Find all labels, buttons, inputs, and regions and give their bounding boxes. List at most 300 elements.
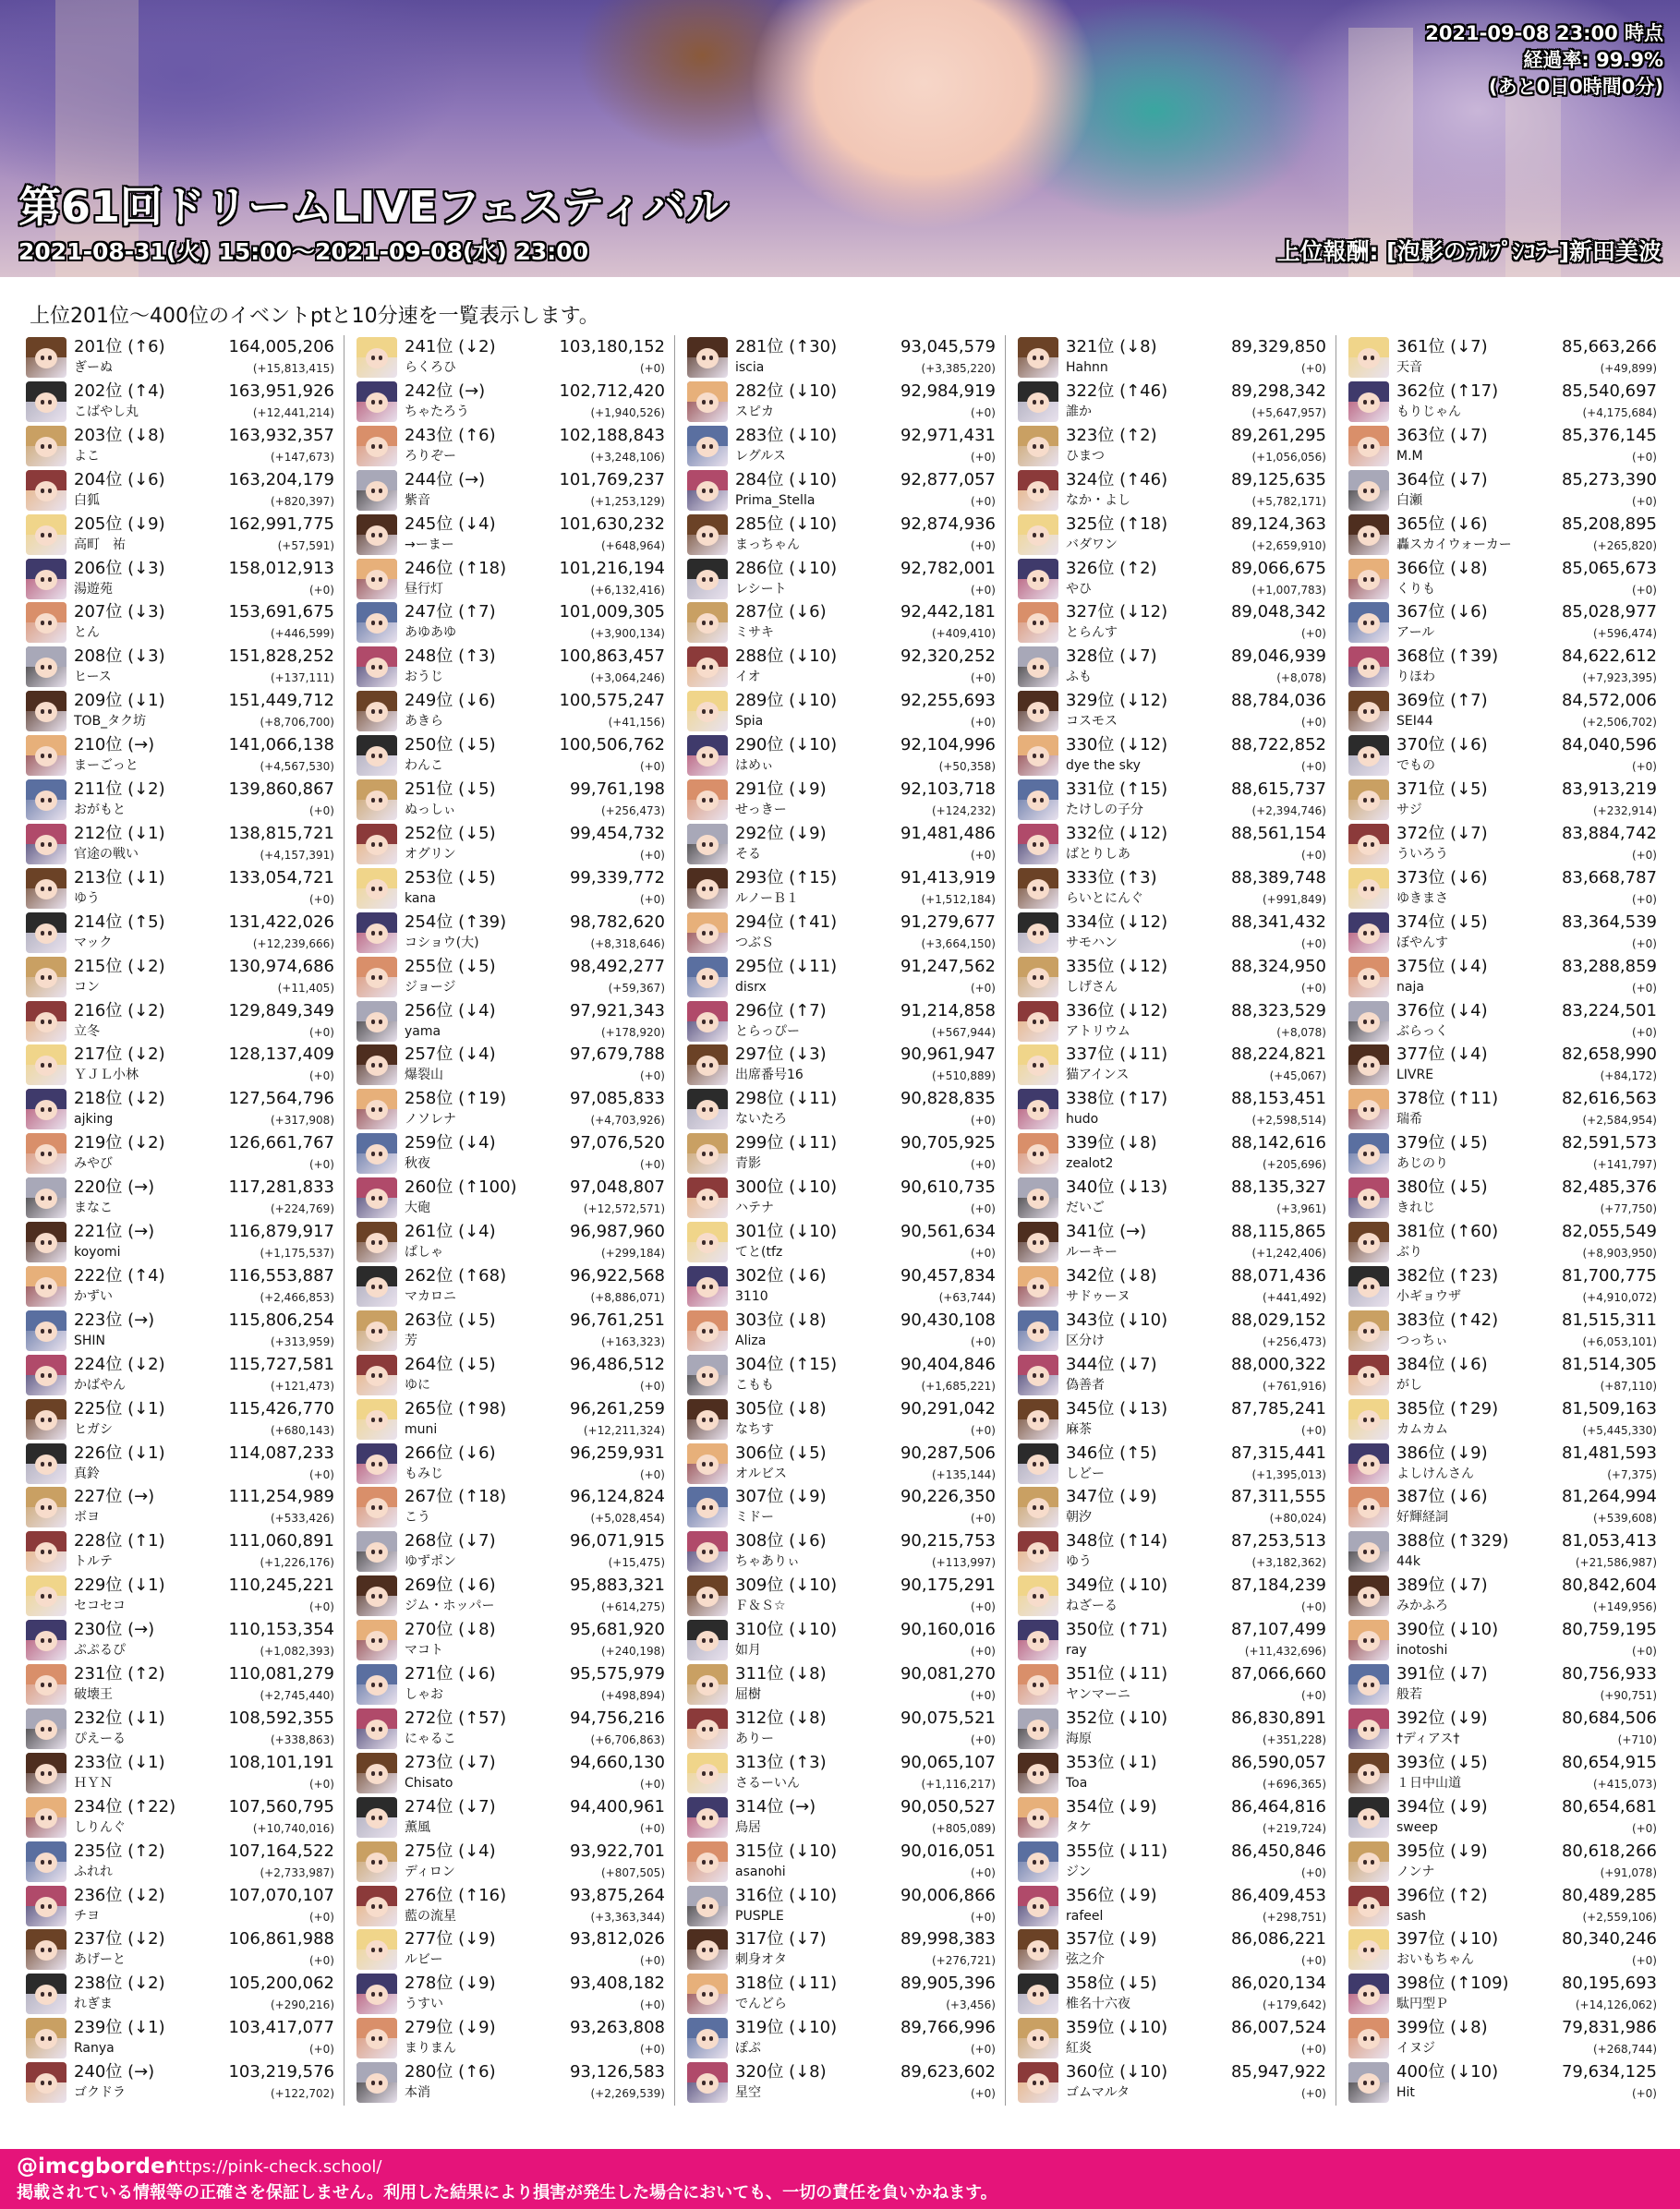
event-points: 141,066,138: [228, 735, 334, 755]
rank-label: 341位 (→): [1066, 1222, 1147, 1241]
player-name: TOB_タク坊: [74, 714, 147, 730]
rank-label: 217位 (↓2): [74, 1044, 165, 1065]
ten-min-speed: (+0): [1300, 1954, 1326, 1968]
ten-min-speed: (+268,744): [1592, 2043, 1657, 2057]
player-name: ひまつ: [1066, 448, 1105, 464]
list-item: [683, 557, 996, 601]
avatar: [1018, 602, 1058, 643]
avatar: [26, 337, 66, 378]
event-points: 89,124,363: [1230, 513, 1326, 534]
ten-min-speed: (+0): [970, 494, 996, 508]
rank-label: 258位 (↑19): [405, 1089, 507, 1109]
player-name: コン: [74, 979, 100, 995]
avatar: [1348, 735, 1389, 776]
list-item: [1014, 1618, 1326, 1662]
event-points: 81,264,994: [1561, 1487, 1657, 1507]
player-name: Ranya: [74, 2041, 115, 2057]
avatar: [26, 779, 66, 820]
list-item: [1345, 866, 1657, 911]
ten-min-speed: (+4,910,072): [1582, 1290, 1657, 1304]
ten-min-speed: (+21,586,987): [1575, 1556, 1657, 1570]
rank-label: 301位 (↓10): [735, 1222, 838, 1241]
ten-min-speed: (+45,067): [1269, 1069, 1326, 1083]
player-name: 白狐: [74, 492, 100, 508]
event-points: 111,254,989: [228, 1487, 334, 1507]
list-item: [683, 600, 996, 645]
event-points: 110,081,279: [228, 1664, 334, 1684]
list-item: [683, 1309, 996, 1353]
player-name: naja: [1396, 979, 1424, 995]
ten-min-speed: (+415,073): [1592, 1777, 1657, 1791]
ten-min-speed: (+0): [1300, 362, 1326, 375]
event-points: 90,705,925: [900, 1133, 996, 1153]
avatar: [26, 1310, 66, 1351]
event-points: 84,040,596: [1561, 735, 1657, 755]
player-name: はめぃ: [735, 758, 774, 774]
avatar: [1348, 1974, 1389, 2014]
player-name: 藍の流星: [405, 1908, 456, 1924]
avatar: [357, 1177, 397, 1218]
list-item: [22, 380, 334, 424]
player-name: てと(tfz: [735, 1245, 783, 1260]
ten-min-speed: (+0): [308, 892, 334, 906]
ten-min-speed: (+4,703,926): [590, 1114, 665, 1128]
list-item: [22, 557, 334, 601]
avatar: [1018, 1886, 1058, 1926]
avatar: [687, 1399, 728, 1440]
event-points: 163,204,179: [228, 469, 334, 489]
event-points: 92,442,181: [900, 602, 996, 622]
list-item: [353, 955, 665, 999]
ten-min-speed: (+0): [308, 804, 334, 817]
player-name: ふれれ: [74, 1864, 113, 1879]
avatar: [687, 912, 728, 953]
event-points: 92,782,001: [900, 558, 996, 578]
avatar: [687, 1222, 728, 1262]
list-item: [1345, 1442, 1657, 1486]
event-points: 89,261,295: [1230, 425, 1326, 445]
ten-min-speed: (+3,248,106): [590, 450, 665, 464]
event-points: 99,339,772: [569, 867, 665, 887]
event-points: 90,291,042: [900, 1398, 996, 1418]
ten-min-speed: (+124,232): [931, 804, 996, 817]
site-link[interactable]: https://pink-check.school/: [168, 2157, 382, 2177]
ten-min-speed: (+59,367): [608, 981, 665, 995]
event-points: 96,259,931: [569, 1442, 665, 1463]
list-item: [22, 1087, 334, 1131]
avatar: [357, 1664, 397, 1705]
rank-label: 382位 (↑23): [1396, 1265, 1499, 1286]
player-name: 昼行灯: [405, 581, 443, 597]
ten-min-speed: (+498,894): [600, 1689, 665, 1702]
rank-label: 274位 (↓7): [405, 1796, 496, 1817]
list-item: [683, 1397, 996, 1442]
list-item: [683, 1442, 996, 1486]
event-points: 89,048,342: [1230, 602, 1326, 622]
list-item: [353, 1043, 665, 1087]
event-points: 96,922,568: [569, 1265, 665, 1286]
avatar: [357, 1001, 397, 1042]
ten-min-speed: (+63,744): [938, 1290, 996, 1304]
avatar: [1018, 514, 1058, 555]
player-name: ヒース: [74, 670, 112, 685]
list-item: [1014, 1087, 1326, 1131]
ten-min-speed: (+5,028,454): [590, 1512, 665, 1526]
avatar: [1018, 1664, 1058, 1705]
player-name: rafeel: [1066, 1908, 1104, 1924]
player-name: 海原: [1066, 1731, 1092, 1746]
player-name: ボヨ: [74, 1510, 100, 1526]
list-item: [1345, 999, 1657, 1044]
event-points: 90,287,506: [900, 1442, 996, 1463]
ten-min-speed: (+0): [970, 1689, 996, 1702]
rank-label: 333位 (↑3): [1066, 867, 1157, 887]
event-points: 90,828,835: [900, 1089, 996, 1109]
ten-min-speed: (+0): [639, 1998, 665, 2012]
event-points: 116,879,917: [228, 1222, 334, 1241]
avatar: [1018, 2018, 1058, 2058]
event-points: 87,107,499: [1230, 1620, 1326, 1640]
rank-label: 269位 (↓6): [405, 1575, 496, 1596]
player-name: ajking: [74, 1112, 114, 1128]
rank-label: 222位 (↑4): [74, 1265, 165, 1286]
player-name: おがもと: [74, 803, 126, 817]
list-item: [683, 999, 996, 1044]
event-points: 97,921,343: [569, 1000, 665, 1020]
player-name: ジン: [1066, 1864, 1092, 1879]
event-points: 99,454,732: [569, 823, 665, 843]
ten-min-speed: (+6,053,101): [1582, 1334, 1657, 1348]
ten-min-speed: (+0): [970, 848, 996, 862]
ten-min-speed: (+298,751): [1262, 1910, 1326, 1924]
rank-label: 219位 (↓2): [74, 1133, 165, 1153]
avatar: [1348, 1443, 1389, 1484]
avatar: [1348, 1044, 1389, 1085]
list-item: [683, 1485, 996, 1529]
event-points: 98,492,277: [569, 956, 665, 976]
avatar: [357, 1753, 397, 1793]
avatar: [1348, 1841, 1389, 1882]
rank-label: 293位 (↑15): [735, 867, 838, 887]
list-item: [1345, 1662, 1657, 1707]
ten-min-speed: (+11,405): [277, 981, 334, 995]
rank-label: 320位 (↓8): [735, 2062, 827, 2082]
avatar: [26, 1399, 66, 1440]
list-item: [353, 999, 665, 1044]
ten-min-speed: (+446,599): [270, 627, 334, 641]
ten-min-speed: (+0): [1300, 1865, 1326, 1879]
list-item: [1014, 866, 1326, 911]
ten-min-speed: (+0): [639, 362, 665, 375]
avatar: [357, 912, 397, 953]
player-name: かばやん: [74, 1377, 126, 1393]
list-item: [1345, 822, 1657, 866]
ten-min-speed: (+0): [639, 760, 665, 774]
event-points: 115,426,770: [228, 1398, 334, 1418]
rank-label: 221位 (→): [74, 1222, 155, 1241]
player-name: Ｆ＆Ｓ☆: [735, 1599, 786, 1614]
ten-min-speed: (+0): [970, 1114, 996, 1128]
rank-label: 253位 (↓5): [405, 867, 496, 887]
rank-label: 359位 (↓10): [1066, 2018, 1168, 2038]
event-points: 139,860,867: [228, 779, 334, 799]
list-item: [353, 911, 665, 955]
event-points: 162,991,775: [228, 513, 334, 534]
player-name: ミドー: [735, 1510, 774, 1526]
event-points: 85,947,922: [1230, 2062, 1326, 2082]
list-item: [353, 335, 665, 380]
event-points: 92,971,431: [900, 425, 996, 445]
event-points: 96,761,251: [569, 1310, 665, 1330]
ranking-grid: [22, 335, 1658, 2106]
avatar: [1348, 1708, 1389, 1749]
list-item: [1014, 468, 1326, 513]
avatar: [687, 1089, 728, 1129]
rank-label: 385位 (↑29): [1396, 1398, 1499, 1418]
event-points: 115,727,581: [228, 1354, 334, 1374]
rank-label: 364位 (↓7): [1396, 469, 1488, 489]
rank-label: 362位 (↑17): [1396, 380, 1499, 401]
player-name: マカロニ: [405, 1288, 456, 1304]
player-name: Chisato: [405, 1775, 453, 1791]
player-name: 偽善者: [1066, 1377, 1105, 1393]
avatar: [357, 2062, 397, 2103]
list-item: [22, 335, 334, 380]
avatar: [1348, 1886, 1389, 1926]
avatar: [1018, 646, 1058, 687]
ten-min-speed: (+313,959): [270, 1334, 334, 1348]
event-points: 88,389,748: [1230, 867, 1326, 887]
avatar: [357, 1575, 397, 1616]
ten-min-speed: (+0): [970, 2087, 996, 2101]
player-name: ぶり: [1396, 1245, 1422, 1260]
player-name: LIVRE: [1396, 1068, 1434, 1083]
list-item: [1345, 1353, 1657, 1397]
ten-min-speed: (+290,216): [270, 1998, 334, 2012]
ten-min-speed: (+0): [639, 1069, 665, 1083]
player-name: かずい: [74, 1288, 113, 1304]
rank-label: 367位 (↓6): [1396, 602, 1488, 622]
event-points: 90,075,521: [900, 1708, 996, 1728]
avatar: [357, 1797, 397, 1838]
rank-label: 346位 (↑5): [1066, 1442, 1157, 1463]
avatar: [26, 824, 66, 864]
player-name: よこ: [74, 448, 100, 464]
event-points: 92,984,919: [900, 380, 996, 401]
avatar: [1348, 1929, 1389, 1970]
event-points: 92,103,718: [900, 779, 996, 799]
player-name: おうじ: [405, 670, 443, 685]
list-item: [1014, 1264, 1326, 1309]
ten-min-speed: (+276,721): [931, 1954, 996, 1968]
list-item: [683, 1618, 996, 1662]
avatar: [1348, 1797, 1389, 1838]
list-item: [1014, 1442, 1326, 1486]
rank-label: 285位 (↓10): [735, 513, 838, 534]
rank-label: 234位 (↑22): [74, 1796, 176, 1817]
rank-label: 202位 (↑4): [74, 380, 165, 401]
player-name: サドゥーヌ: [1066, 1288, 1130, 1304]
ten-min-speed: (+0): [970, 1512, 996, 1526]
player-name: ディロン: [405, 1864, 455, 1879]
column-divider: [1005, 335, 1006, 2106]
rank-label: 230位 (→): [74, 1620, 155, 1640]
list-item: [22, 2060, 334, 2105]
ten-min-speed: (+163,323): [600, 1334, 665, 1348]
rank-label: 259位 (↓4): [405, 1133, 496, 1153]
rank-label: 393位 (↓5): [1396, 1752, 1488, 1772]
avatar: [687, 1886, 728, 1926]
event-points: 81,481,593: [1561, 1442, 1657, 1463]
list-item: [1014, 557, 1326, 601]
ten-min-speed: (+2,559,106): [1582, 1910, 1657, 1924]
event-points: 88,071,436: [1230, 1265, 1326, 1286]
avatar: [1348, 868, 1389, 909]
event-points: 92,320,252: [900, 646, 996, 667]
ten-min-speed: (+49,899): [1600, 362, 1657, 375]
rank-label: 215位 (↓2): [74, 956, 165, 976]
rank-label: 252位 (↓5): [405, 823, 496, 843]
list-item: [1014, 1220, 1326, 1264]
avatar: [26, 1575, 66, 1616]
rank-label: 309位 (↓10): [735, 1575, 838, 1596]
avatar: [1348, 1753, 1389, 1793]
player-name: 好輝経詞: [1396, 1510, 1448, 1526]
list-item: [1014, 733, 1326, 778]
rank-label: 247位 (↑7): [405, 602, 496, 622]
avatar: [26, 957, 66, 997]
list-item: [683, 1972, 996, 2016]
ten-min-speed: (+696,365): [1262, 1777, 1326, 1791]
ten-min-speed: (+2,466,853): [260, 1290, 334, 1304]
rank-label: 265位 (↑98): [405, 1398, 507, 1418]
list-item: [683, 1751, 996, 1795]
ten-min-speed: (+0): [1300, 848, 1326, 862]
player-name: 天音: [1396, 360, 1422, 375]
list-item: [1345, 1529, 1657, 1574]
twitter-handle[interactable]: @imcgborder: [17, 2155, 175, 2179]
ten-min-speed: (+219,724): [1262, 1821, 1326, 1835]
player-name: 3110: [735, 1288, 768, 1304]
ten-min-speed: (+0): [1300, 981, 1326, 995]
ten-min-speed: (+2,269,539): [590, 2087, 665, 2101]
list-item: [22, 1751, 334, 1795]
event-points: 151,449,712: [228, 691, 334, 711]
rank-label: 356位 (↓9): [1066, 1885, 1157, 1905]
player-name: zealot2: [1066, 1156, 1114, 1172]
list-item: [353, 1397, 665, 1442]
event-points: 89,998,383: [900, 1929, 996, 1949]
event-points: 86,830,891: [1230, 1708, 1326, 1728]
list-item: [683, 424, 996, 468]
avatar: [1018, 1001, 1058, 1042]
player-name: 芳: [405, 1333, 417, 1348]
list-item: [1014, 778, 1326, 822]
rank-label: 317位 (↓7): [735, 1929, 827, 1949]
ten-min-speed: (+1,175,537): [260, 1247, 334, 1260]
ten-min-speed: (+77,750): [1600, 1202, 1657, 1216]
avatar: [357, 1974, 397, 2014]
ten-min-speed: (+1,226,176): [260, 1556, 334, 1570]
player-name: しりんぐ: [74, 1819, 126, 1835]
avatar: [26, 2018, 66, 2058]
ranking-column: [22, 335, 334, 2106]
player-name: アトリウム: [1066, 1023, 1130, 1039]
list-item: [1345, 1795, 1657, 1840]
avatar: [1348, 514, 1389, 555]
avatar: [26, 559, 66, 599]
ten-min-speed: (+0): [970, 1158, 996, 1172]
ten-min-speed: (+0): [970, 1645, 996, 1659]
player-name: しゃお: [405, 1687, 443, 1702]
ten-min-speed: (+240,198): [600, 1645, 665, 1659]
event-points: 116,553,887: [228, 1265, 334, 1286]
player-name: 薫風: [405, 1819, 430, 1835]
rank-label: 355位 (↓11): [1066, 1841, 1168, 1861]
rank-label: 360位 (↓10): [1066, 2062, 1168, 2082]
rank-label: 326位 (↑2): [1066, 558, 1157, 578]
rank-label: 335位 (↓12): [1066, 956, 1168, 976]
rank-label: 233位 (↓1): [74, 1752, 165, 1772]
list-item: [1345, 733, 1657, 778]
list-item: [1345, 2016, 1657, 2060]
event-points: 98,782,620: [569, 911, 665, 932]
event-points: 91,279,677: [900, 911, 996, 932]
event-points: 131,422,026: [228, 911, 334, 932]
event-points: 90,050,527: [900, 1796, 996, 1817]
player-name: しげさん: [1066, 979, 1118, 995]
player-name: ぽぷ: [735, 2041, 761, 2057]
event-points: 101,216,194: [559, 558, 665, 578]
player-name: Hit: [1396, 2085, 1415, 2101]
ten-min-speed: (+11,432,696): [1244, 1645, 1326, 1659]
player-name: ゆきまさ: [1396, 890, 1448, 906]
rank-label: 349位 (↓10): [1066, 1575, 1168, 1596]
rank-label: 271位 (↓6): [405, 1664, 496, 1684]
event-points: 86,590,057: [1230, 1752, 1326, 1772]
avatar: [687, 1929, 728, 1970]
rank-label: 277位 (↓9): [405, 1929, 496, 1949]
ten-min-speed: (+113,997): [931, 1556, 996, 1570]
player-name: sash: [1396, 1908, 1427, 1924]
event-points: 115,806,254: [228, 1310, 334, 1330]
player-name: イヌジ: [1396, 2041, 1435, 2057]
player-name: チヨ: [74, 1908, 100, 1924]
player-name: １日中山道: [1396, 1775, 1461, 1791]
ten-min-speed: (+8,886,071): [590, 1290, 665, 1304]
rank-label: 249位 (↓6): [405, 691, 496, 711]
event-points: 84,572,006: [1561, 691, 1657, 711]
remaining-time: (あと0日0時間0分): [1488, 76, 1663, 98]
rank-label: 398位 (↑109): [1396, 1974, 1509, 1994]
event-points: 95,883,321: [569, 1575, 665, 1596]
avatar: [1348, 337, 1389, 378]
event-points: 83,288,859: [1561, 956, 1657, 976]
avatar: [687, 868, 728, 909]
ten-min-speed: (+265,820): [1592, 538, 1657, 552]
rank-label: 302位 (↓6): [735, 1265, 827, 1286]
player-name: ないたろ: [735, 1112, 787, 1128]
player-name: ぱしゃ: [405, 1245, 443, 1260]
event-points: 94,756,216: [569, 1708, 665, 1728]
event-points: 111,060,891: [228, 1531, 334, 1551]
list-item: [1345, 1485, 1657, 1529]
list-item: [683, 822, 996, 866]
avatar: [1018, 2062, 1058, 2103]
rank-label: 280位 (↑6): [405, 2062, 496, 2082]
event-points: 96,987,960: [569, 1222, 665, 1241]
player-name: ルビー: [405, 1952, 443, 1968]
